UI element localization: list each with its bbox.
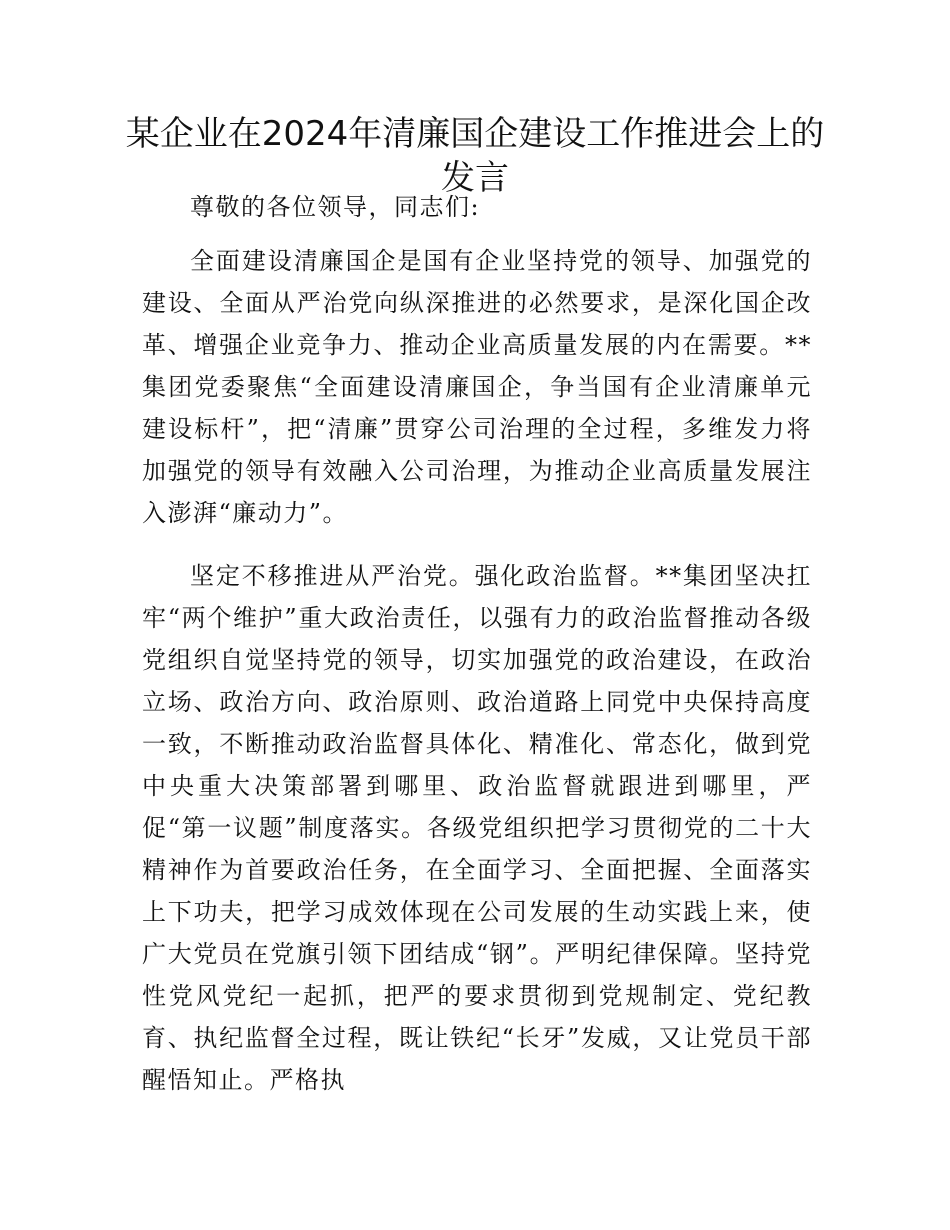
paragraph-1: 全面建设清廉国企是国有企业坚持党的领导、加强党的建设、全面从严治党向纵深推进的必然要求，是深化国企改革、增强企业竞争力、推动企业高质量发展的内在需要。**集团党委聚焦“全面建设清廉国企，争当国有企业清廉单元建设标杆”，把“清廉”贯穿公司治理的全过程，多维发力将加强党的领导有效融入公司治理，为推动企业高质量发展注入澎湃“廉动力”。: [142, 247, 812, 527]
paragraph-block-1: [142, 240, 812, 534]
salutation: 尊敬的各位领导，同志们:: [190, 193, 481, 221]
document-title: 某企业在2024年清廉国企建设工作推进会上的发言: [125, 114, 825, 198]
paragraph-block-2: [142, 555, 812, 1101]
paragraph-2: 坚定不移推进从严治党。强化政治监督。**集团坚决扛牢“两个维护”重大政治责任，以强有力的政治监督推动各级党组织自觉坚持党的领导，切实加强党的政治建设，在政治立场、政治方向、政治原则、政治道路上同党中央保持高度一致，不断推动政治监督具体化、精准化、常态化，做到党中央重大决策部署到哪里、政治监督就跟进到哪里，严促“第一议题”制度落实。各级党组织把学习贯彻党的二十大精神作为首要政治任务，在全面学习、全面把握、全面落实上下功夫，把学习成效体现在公司发展的生动实践上来，使广大党员在党旗引领下团结成“钢”。严明纪律保障。坚持党性党风党纪一起抓，把严的要求贯彻到党规制定、党纪教育、执纪监督全过程，既让铁纪“长牙”发威，又让党员干部醒悟知止。严格执: [142, 562, 812, 1094]
